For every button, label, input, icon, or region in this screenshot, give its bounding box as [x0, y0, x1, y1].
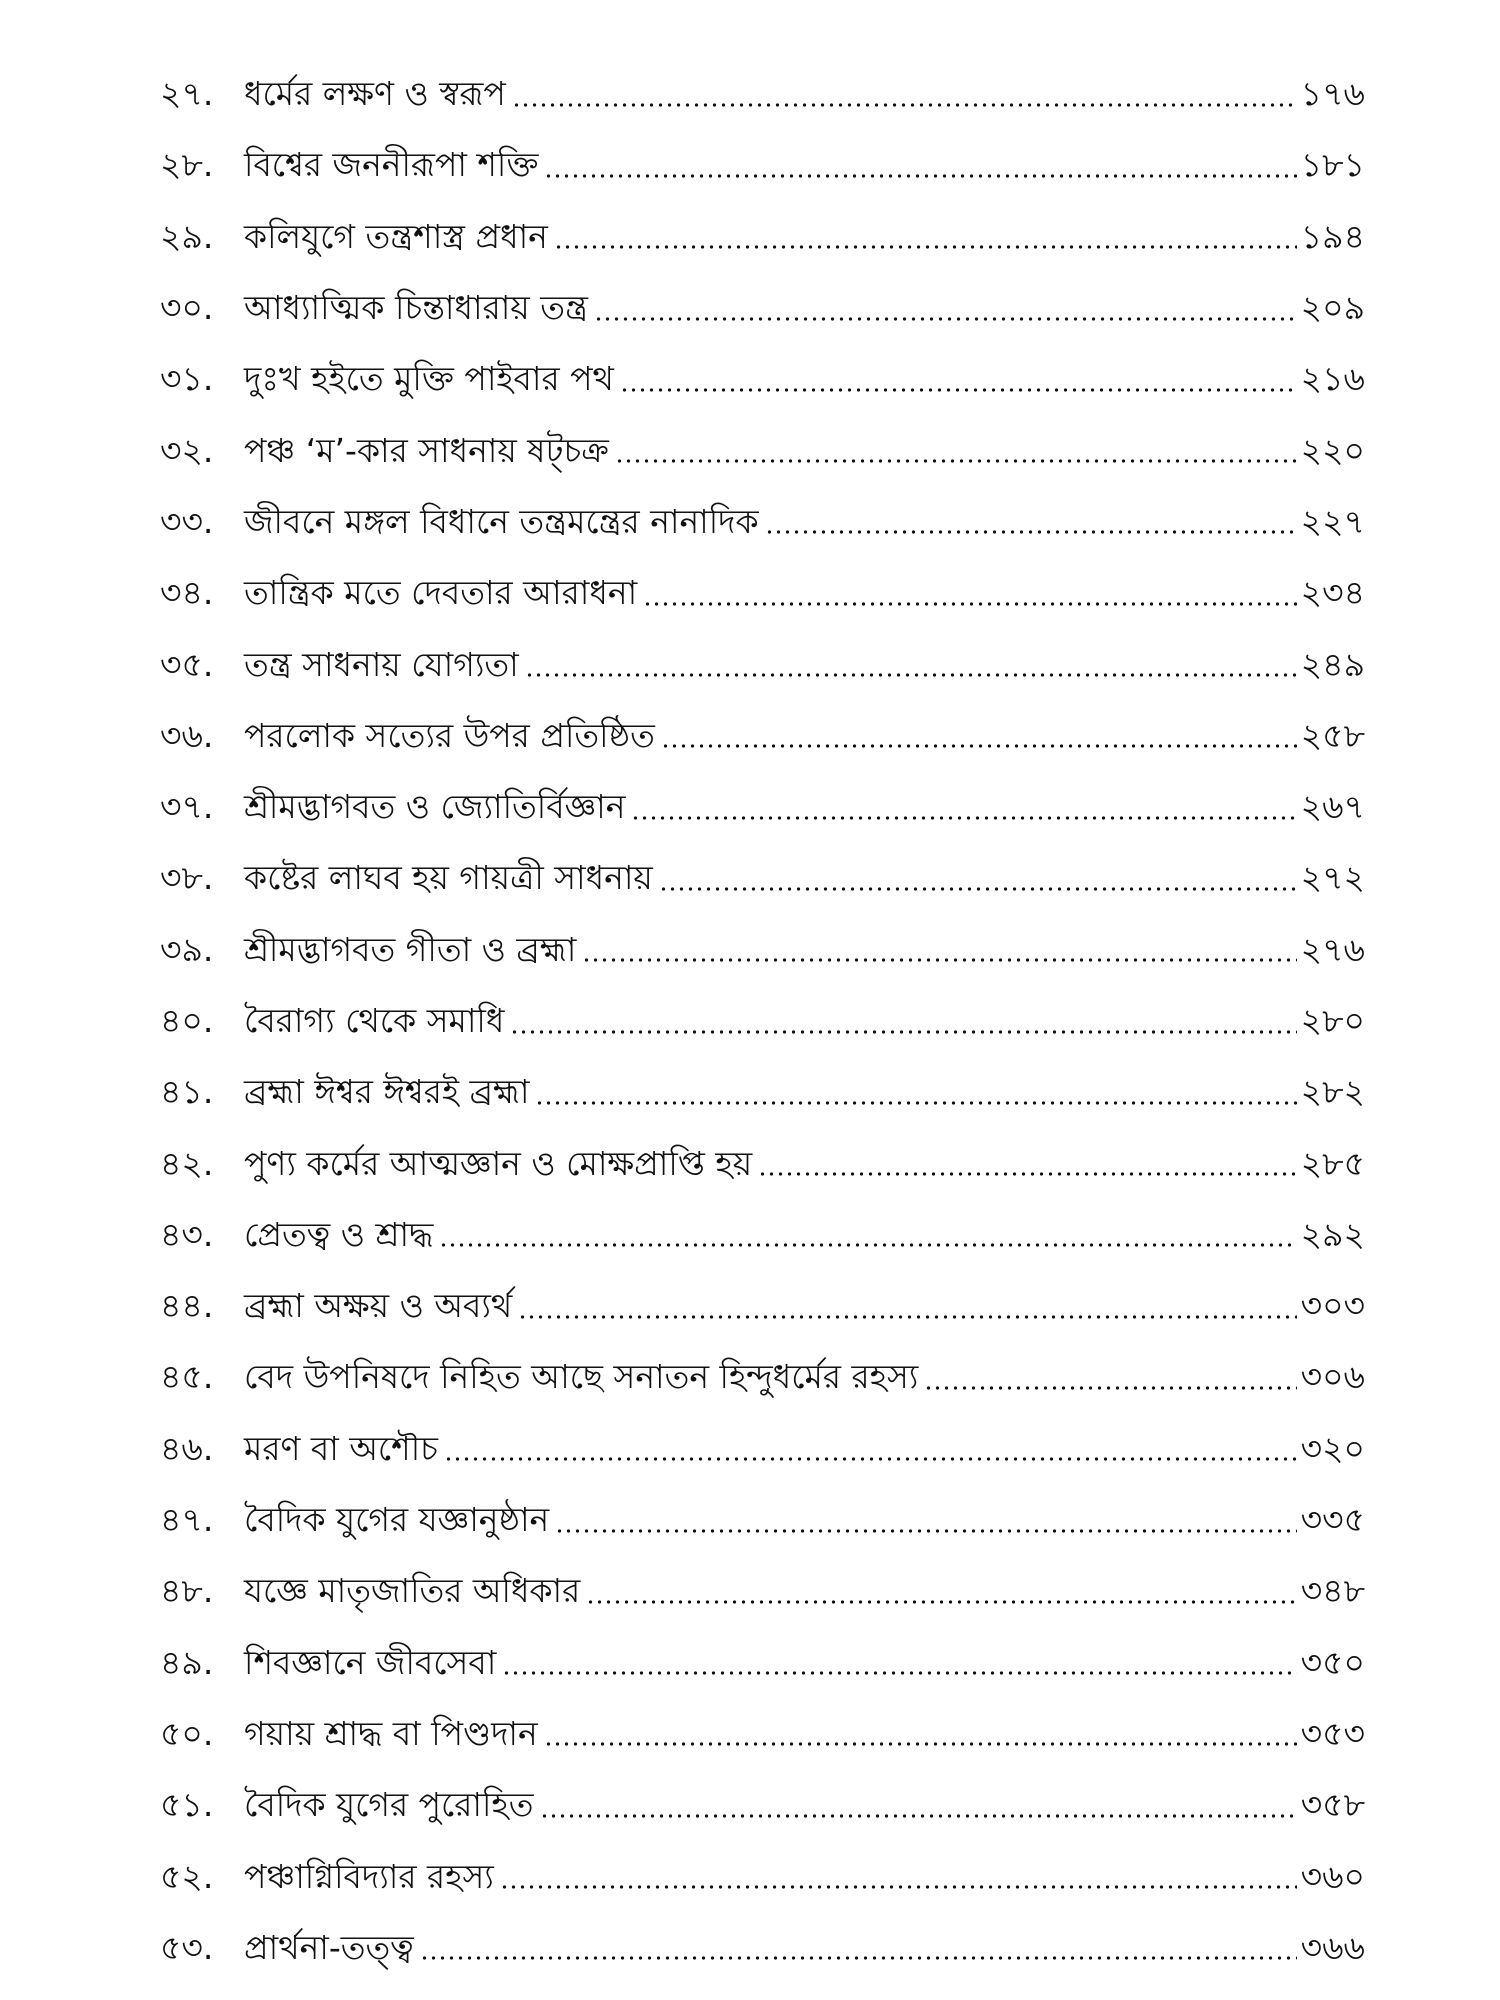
toc-entry-title: প্রার্থনা-তত্ত্ব: [244, 1927, 414, 1967]
toc-entry: [160, 985, 1365, 1056]
toc-entry-title: শ্রীমদ্ভাগবত গীতা ও ব্রহ্মা: [244, 929, 577, 969]
toc-entry-page-number: ৩৫৩: [1300, 1713, 1365, 1753]
toc-entry-number: ২৯.: [160, 216, 214, 256]
dot-leader: [631, 816, 1296, 820]
toc-entry-title: শিবজ্ঞানে জীবসেবা: [244, 1642, 497, 1682]
toc-entry-page-number: ৩৩৫: [1300, 1500, 1365, 1540]
toc-entry-title: আধ্যাত্মিক চিন্তাধারায় তন্ত্র: [244, 288, 588, 328]
toc-entry-page-number: ৩৪৮: [1300, 1571, 1365, 1611]
toc-entry-title: বৈদিক যুগের পুরোহিত: [244, 1785, 534, 1825]
toc-entry-title: জীবনে মঙ্গল বিধানে তন্ত্রমন্ত্রের নানাদিক: [244, 501, 759, 541]
toc-entry-number: ৪৮.: [160, 1571, 214, 1611]
dot-leader: [525, 673, 1297, 677]
dot-leader: [620, 388, 1297, 392]
dot-leader: [555, 1529, 1296, 1533]
toc-entry: [160, 201, 1365, 272]
dot-leader: [586, 1600, 1296, 1604]
toc-entry-number: ৩১.: [160, 359, 214, 399]
dot-leader: [924, 1386, 1296, 1390]
toc-entry: [160, 1413, 1365, 1484]
toc-entry-page-number: ২৭২: [1300, 858, 1365, 898]
toc-entry-number: ৪০.: [160, 1001, 214, 1040]
dot-leader: [765, 530, 1297, 534]
toc-entry-number: ৩৩.: [160, 501, 214, 541]
toc-entry: [160, 343, 1365, 414]
dot-leader: [643, 602, 1297, 606]
toc-entry-title: ব্রহ্মা ঈশ্বর ঈশ্বরই ব্রহ্মা: [244, 1072, 530, 1112]
toc-entry-number: ৫১.: [160, 1785, 214, 1825]
dot-leader: [544, 174, 1296, 178]
toc-entry: [160, 771, 1365, 842]
toc-entry-page-number: ৩৬০: [1300, 1856, 1365, 1896]
toc-entry: [160, 486, 1365, 557]
toc-entry-title: দুঃখ হইতে মুক্তি পাইবার পথ: [244, 359, 614, 399]
toc-entry-number: ৩৬.: [160, 715, 214, 755]
toc-entry: [160, 1627, 1365, 1698]
toc-entry-number: ৩৯.: [160, 929, 214, 969]
toc-entry-number: ৫২.: [160, 1856, 214, 1896]
toc-entry-page-number: ৩৬৬: [1300, 1927, 1365, 1967]
toc-entry: [160, 1912, 1365, 1983]
toc-entry-page-number: ১৯৪: [1300, 216, 1365, 256]
toc-entry-title: পুণ্য কর্মের আত্মজ্ঞান ও মোক্ষপ্রাপ্তি হয়: [244, 1143, 753, 1183]
toc-entry-title: পঞ্চ ‘ম’-কার সাধনায় ষট্চক্র: [244, 430, 609, 470]
toc-entry-number: ৪৪.: [160, 1286, 214, 1326]
toc-entry-number: ৪৬.: [160, 1428, 214, 1468]
toc-entry: [160, 1555, 1365, 1626]
toc-entry-number: ২৭.: [160, 74, 214, 114]
table-of-contents: [160, 58, 1365, 1983]
toc-entry: [160, 1056, 1365, 1127]
dot-leader: [582, 958, 1296, 962]
toc-entry-number: ৩২.: [160, 430, 214, 470]
dot-leader: [512, 103, 1297, 107]
toc-entry: [160, 1484, 1365, 1555]
toc-entry-number: ৪৯.: [160, 1642, 214, 1682]
toc-entry-page-number: ২৮৫: [1300, 1143, 1365, 1183]
toc-entry-title: কলিযুগে তন্ত্রশাস্ত্র প্রধান: [244, 216, 548, 256]
toc-entry-page-number: ২৯২: [1300, 1214, 1365, 1254]
toc-entry-page-number: ২৩৪: [1300, 573, 1365, 613]
toc-entry-number: ৩৫.: [160, 644, 214, 684]
toc-entry: [160, 1840, 1365, 1911]
toc-entry: [160, 700, 1365, 771]
toc-entry-page-number: ৩০৩: [1300, 1286, 1365, 1326]
toc-entry-page-number: ২৮০: [1300, 1001, 1365, 1040]
dot-leader: [615, 459, 1297, 463]
toc-entry: [160, 914, 1365, 985]
toc-entry-title: পঞ্চাগ্নিবিদ্যার রহস্য: [244, 1856, 494, 1896]
toc-entry: [160, 1270, 1365, 1341]
dot-leader: [444, 1457, 1297, 1461]
toc-entry-page-number: ২২০: [1300, 430, 1365, 470]
toc-entry: [160, 1341, 1365, 1412]
toc-entry-number: ৪৫.: [160, 1357, 214, 1397]
toc-entry-title: যজ্ঞে মাতৃজাতির অধিকার: [244, 1571, 581, 1611]
toc-entry-page-number: ২০৯: [1300, 288, 1365, 328]
toc-entry-page-number: ৩৫০: [1300, 1642, 1365, 1682]
toc-entry-title: বৈরাগ্য থেকে সমাধি: [244, 1001, 505, 1040]
dot-leader: [420, 1956, 1297, 1960]
toc-entry-title: তান্ত্রিক মতে দেবতার আরাধনা: [244, 573, 638, 613]
toc-entry-title: বৈদিক যুগের যজ্ঞানুষ্ঠান: [244, 1500, 550, 1540]
toc-entry-number: ৪১.: [160, 1072, 214, 1112]
toc-entry-number: ৪৭.: [160, 1500, 214, 1540]
toc-entry-page-number: ৩৫৮: [1300, 1785, 1365, 1825]
dot-leader: [439, 1243, 1296, 1247]
toc-entry-number: ৩৭.: [160, 787, 214, 827]
toc-entry: [160, 1769, 1365, 1840]
toc-entry: [160, 414, 1365, 485]
dot-leader: [544, 1742, 1297, 1746]
toc-entry: [160, 628, 1365, 699]
toc-entry-number: ৪৩.: [160, 1214, 214, 1254]
toc-entry-title: গয়ায় শ্রাদ্ধ বা পিণ্ডদান: [244, 1713, 538, 1753]
toc-entry-title: প্রেতত্ব ও শ্রাদ্ধ: [244, 1214, 434, 1254]
toc-entry-page-number: ১৮১: [1300, 145, 1365, 185]
toc-entry-page-number: ২২৭: [1300, 501, 1365, 541]
toc-entry: [160, 129, 1365, 200]
toc-entry-title: বেদ উপনিষদে নিহিত আছে সনাতন হিন্দুধর্মের রহস্য: [244, 1357, 919, 1397]
toc-entry-title: ব্রহ্মা অক্ষয় ও অব্যর্থ: [244, 1286, 513, 1326]
toc-entry-page-number: ১৭৬: [1300, 74, 1365, 114]
toc-entry-number: ৪২.: [160, 1143, 214, 1183]
toc-entry-number: ২৮.: [160, 145, 214, 185]
dot-leader: [510, 1030, 1296, 1034]
toc-entry-title: বিশ্বের জননীরূপা শক্তি: [244, 145, 539, 185]
dot-leader: [594, 317, 1297, 321]
toc-entry: [160, 1199, 1365, 1270]
dot-leader: [758, 1172, 1297, 1176]
dot-leader: [502, 1671, 1296, 1675]
dot-leader: [661, 744, 1297, 748]
toc-entry-page-number: ২১৬: [1300, 359, 1365, 399]
dot-leader: [554, 245, 1297, 249]
toc-entry-page-number: ৩০৬: [1300, 1357, 1365, 1397]
toc-entry-number: ৩৮.: [160, 858, 214, 898]
dot-leader: [535, 1101, 1296, 1105]
toc-entry-page-number: ২৫৮: [1300, 715, 1365, 755]
toc-entry-number: ৫৩.: [160, 1927, 214, 1967]
toc-entry-page-number: ২৭৬: [1300, 929, 1365, 969]
toc-entry-title: শ্রীমদ্ভাগবত ও জ্যোতির্বিজ্ঞান: [244, 787, 626, 827]
toc-entry-title: কষ্টের লাঘব হয় গায়ত্রী সাধনায়: [244, 858, 653, 898]
toc-entry: [160, 58, 1365, 129]
toc-entry: [160, 842, 1365, 913]
toc-entry-number: ৫০.: [160, 1713, 214, 1753]
toc-entry-page-number: ২৪৯: [1300, 644, 1365, 684]
dot-leader: [659, 887, 1297, 891]
toc-entry-page-number: ২৬৭: [1300, 787, 1365, 827]
toc-entry: [160, 1127, 1365, 1198]
toc-entry: [160, 272, 1365, 343]
toc-entry-page-number: ৩২০: [1300, 1428, 1365, 1468]
toc-entry-number: ৩৪.: [160, 573, 214, 613]
dot-leader: [500, 1885, 1297, 1889]
dot-leader: [540, 1814, 1297, 1818]
toc-entry: [160, 1698, 1365, 1769]
dot-leader: [518, 1315, 1296, 1319]
toc-entry: [160, 557, 1365, 628]
toc-entry-number: ৩০.: [160, 288, 214, 328]
toc-entry-page-number: ২৮২: [1300, 1072, 1365, 1112]
toc-entry-title: ধর্মের লক্ষণ ও স্বরূপ: [244, 74, 506, 114]
toc-entry-title: পরলোক সত্যের উপর প্রতিষ্ঠিত: [244, 715, 655, 755]
toc-entry-title: মরণ বা অশৌচ: [244, 1428, 438, 1468]
toc-entry-title: তন্ত্র সাধনায় যোগ্যতা: [244, 644, 519, 684]
